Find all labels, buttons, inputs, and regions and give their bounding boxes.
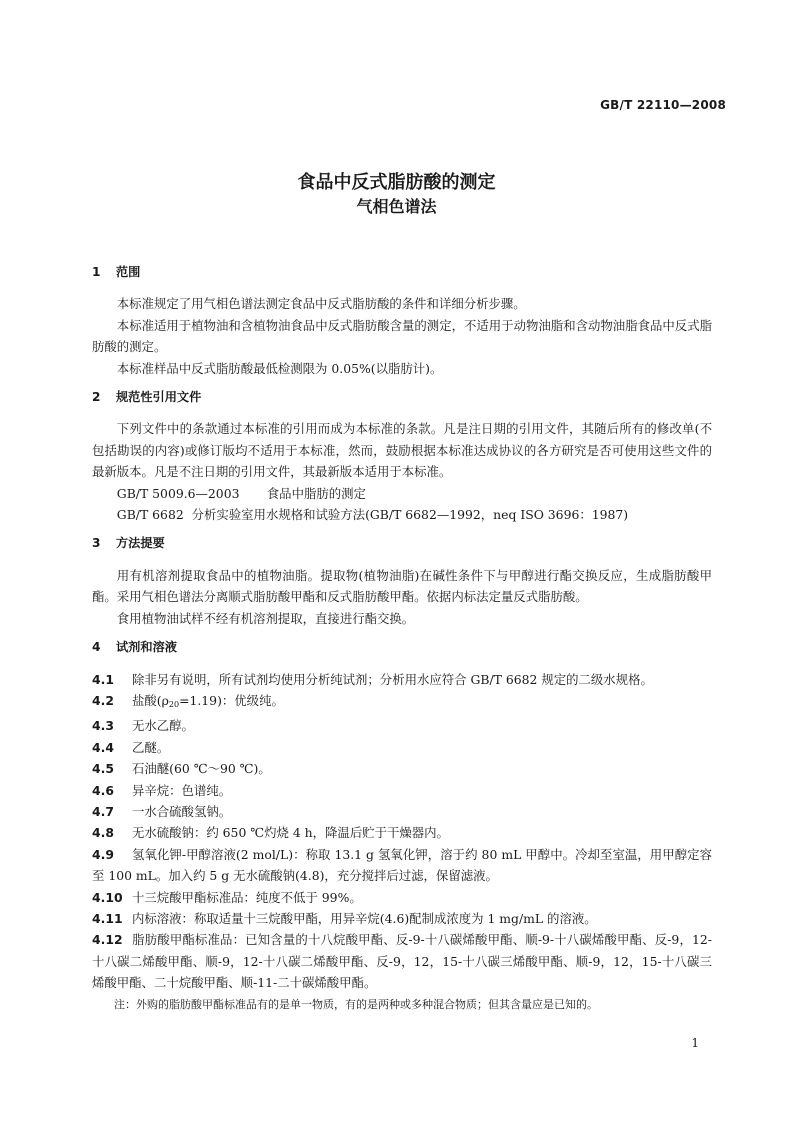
- section-heading-reagents: 4 试剂和溶液: [92, 640, 177, 655]
- reagent-item: 4.3 无水乙醇。: [92, 718, 194, 734]
- paragraph: 下列文件中的条款通过本标准的引用而成为本标准的条款。凡是注日期的引用文件，其随后所有的修改单(不包括勘误的内容)或修订版均不适用于本标准，然而，鼓励根据本标准达成协议的各方研究是否可使用这些文件的最新版本。凡是不注日期的引用文件，其最新版本适用于本标准。: [92, 421, 712, 480]
- page-number: 1: [691, 1036, 699, 1050]
- section-heading-normative-references: 2 规范性引用文件: [92, 390, 202, 405]
- reagent-item: 4.10 十三烷酸甲酯标准品：纯度不低于 99%。: [92, 889, 362, 905]
- note: 注：外购的脂肪酸甲酯标准品有的是单一物质，有的是两种或多种混合物质；但其含量应是已知的。: [114, 997, 598, 1011]
- section-heading-scope: 1 范围: [92, 265, 141, 279]
- reagent-item: 4.2 盐酸(ρ20=1.19)：优级纯。: [92, 692, 284, 709]
- reagent-item: 4.11 内标溶液：称取适量十三烷酸甲酯，用异辛烷(4.6)配制成浓度为 1 mg/mL 的溶液。: [92, 910, 597, 926]
- paragraph: 本标准适用于植物油和含植物油食品中反式脂肪酸含量的测定，不适用于动物油脂和含动物油脂食品中反式脂肪酸的测定。: [92, 317, 712, 355]
- document-body: [92, 262, 712, 1014]
- reagent-item: 4.5 石油醚(60 ℃～90 ℃)。: [92, 761, 271, 777]
- document-subtitle: 气相色谱法: [356, 197, 437, 216]
- document-title: 食品中反式脂肪酸的测定: [297, 172, 496, 193]
- standard-code: GB/T 22110—2008: [600, 98, 726, 112]
- paragraph: 本标准样品中反式脂肪酸最低检测限为 0.05%(以脂肪计)。: [116, 360, 443, 376]
- section-heading-method-summary: 3 方法提要: [92, 536, 165, 551]
- paragraph: 食用植物油试样不经有机溶剂提取，直接进行酯交换。: [116, 610, 415, 626]
- reference-item: GB/T 5009.6—2003 食品中脂肪的测定: [116, 485, 366, 501]
- reagent-item: 4.8 无水硫酸钠：约 650 ℃灼烧 4 h，降温后贮于干燥器内。: [92, 825, 449, 841]
- reference-item: GB/T 6682 分析实验室用水规格和试验方法(GB/T 6682—1992，neq ISO 3696：1987): [116, 507, 629, 523]
- reagent-item: 4.9 氢氧化钾-甲醇溶液(2 mol/L)：称取 13.1 g 氢氧化钾，溶于约 80 mL 甲醇中。冷却至室温，用甲醇定容至 100 mL。加入约 5 g 无水硫酸钠(4.8)，充分搅拌后过滤，保留滤液。: [92, 846, 712, 884]
- paragraph: 本标准规定了用气相色谱法测定食品中反式脂肪酸的条件和详细分析步骤。: [116, 296, 526, 312]
- reagent-item: 4.7 一水合硫酸氢钠。: [92, 803, 232, 819]
- reagent-item: 4.12 脂肪酸甲酯标准品：已知含量的十八烷酸甲酯、反-9-十八碳烯酸甲酯、顺-9-十八碳烯酸甲酯、反-9，12-十八碳二烯酸甲酯、顺-9，12-十八碳二烯酸甲酯、反-9，12，15-十八碳三烯酸甲酯、顺-9，12，15-十八碳三烯酸甲酯、二十烷酸甲酯、顺-11-二十碳烯酸甲酯。: [92, 932, 712, 991]
- reagent-item: 4.1 除非另有说明，所有试剂均使用分析纯试剂；分析用水应符合 GB/T 6682 规定的二级水规格。: [92, 671, 653, 687]
- reagent-item: 4.6 异辛烷：色谱纯。: [92, 782, 232, 798]
- reagent-item: 4.4 乙醚。: [92, 739, 170, 755]
- paragraph: 用有机溶剂提取食品中的植物油脂。提取物(植物油脂)在碱性条件下与甲醇进行酯交换反应，生成脂肪酸甲酯。采用气相色谱法分离顺式脂肪酸甲酯和反式脂肪酸甲酯。依据内标法定量反式脂肪酸。: [92, 567, 712, 605]
